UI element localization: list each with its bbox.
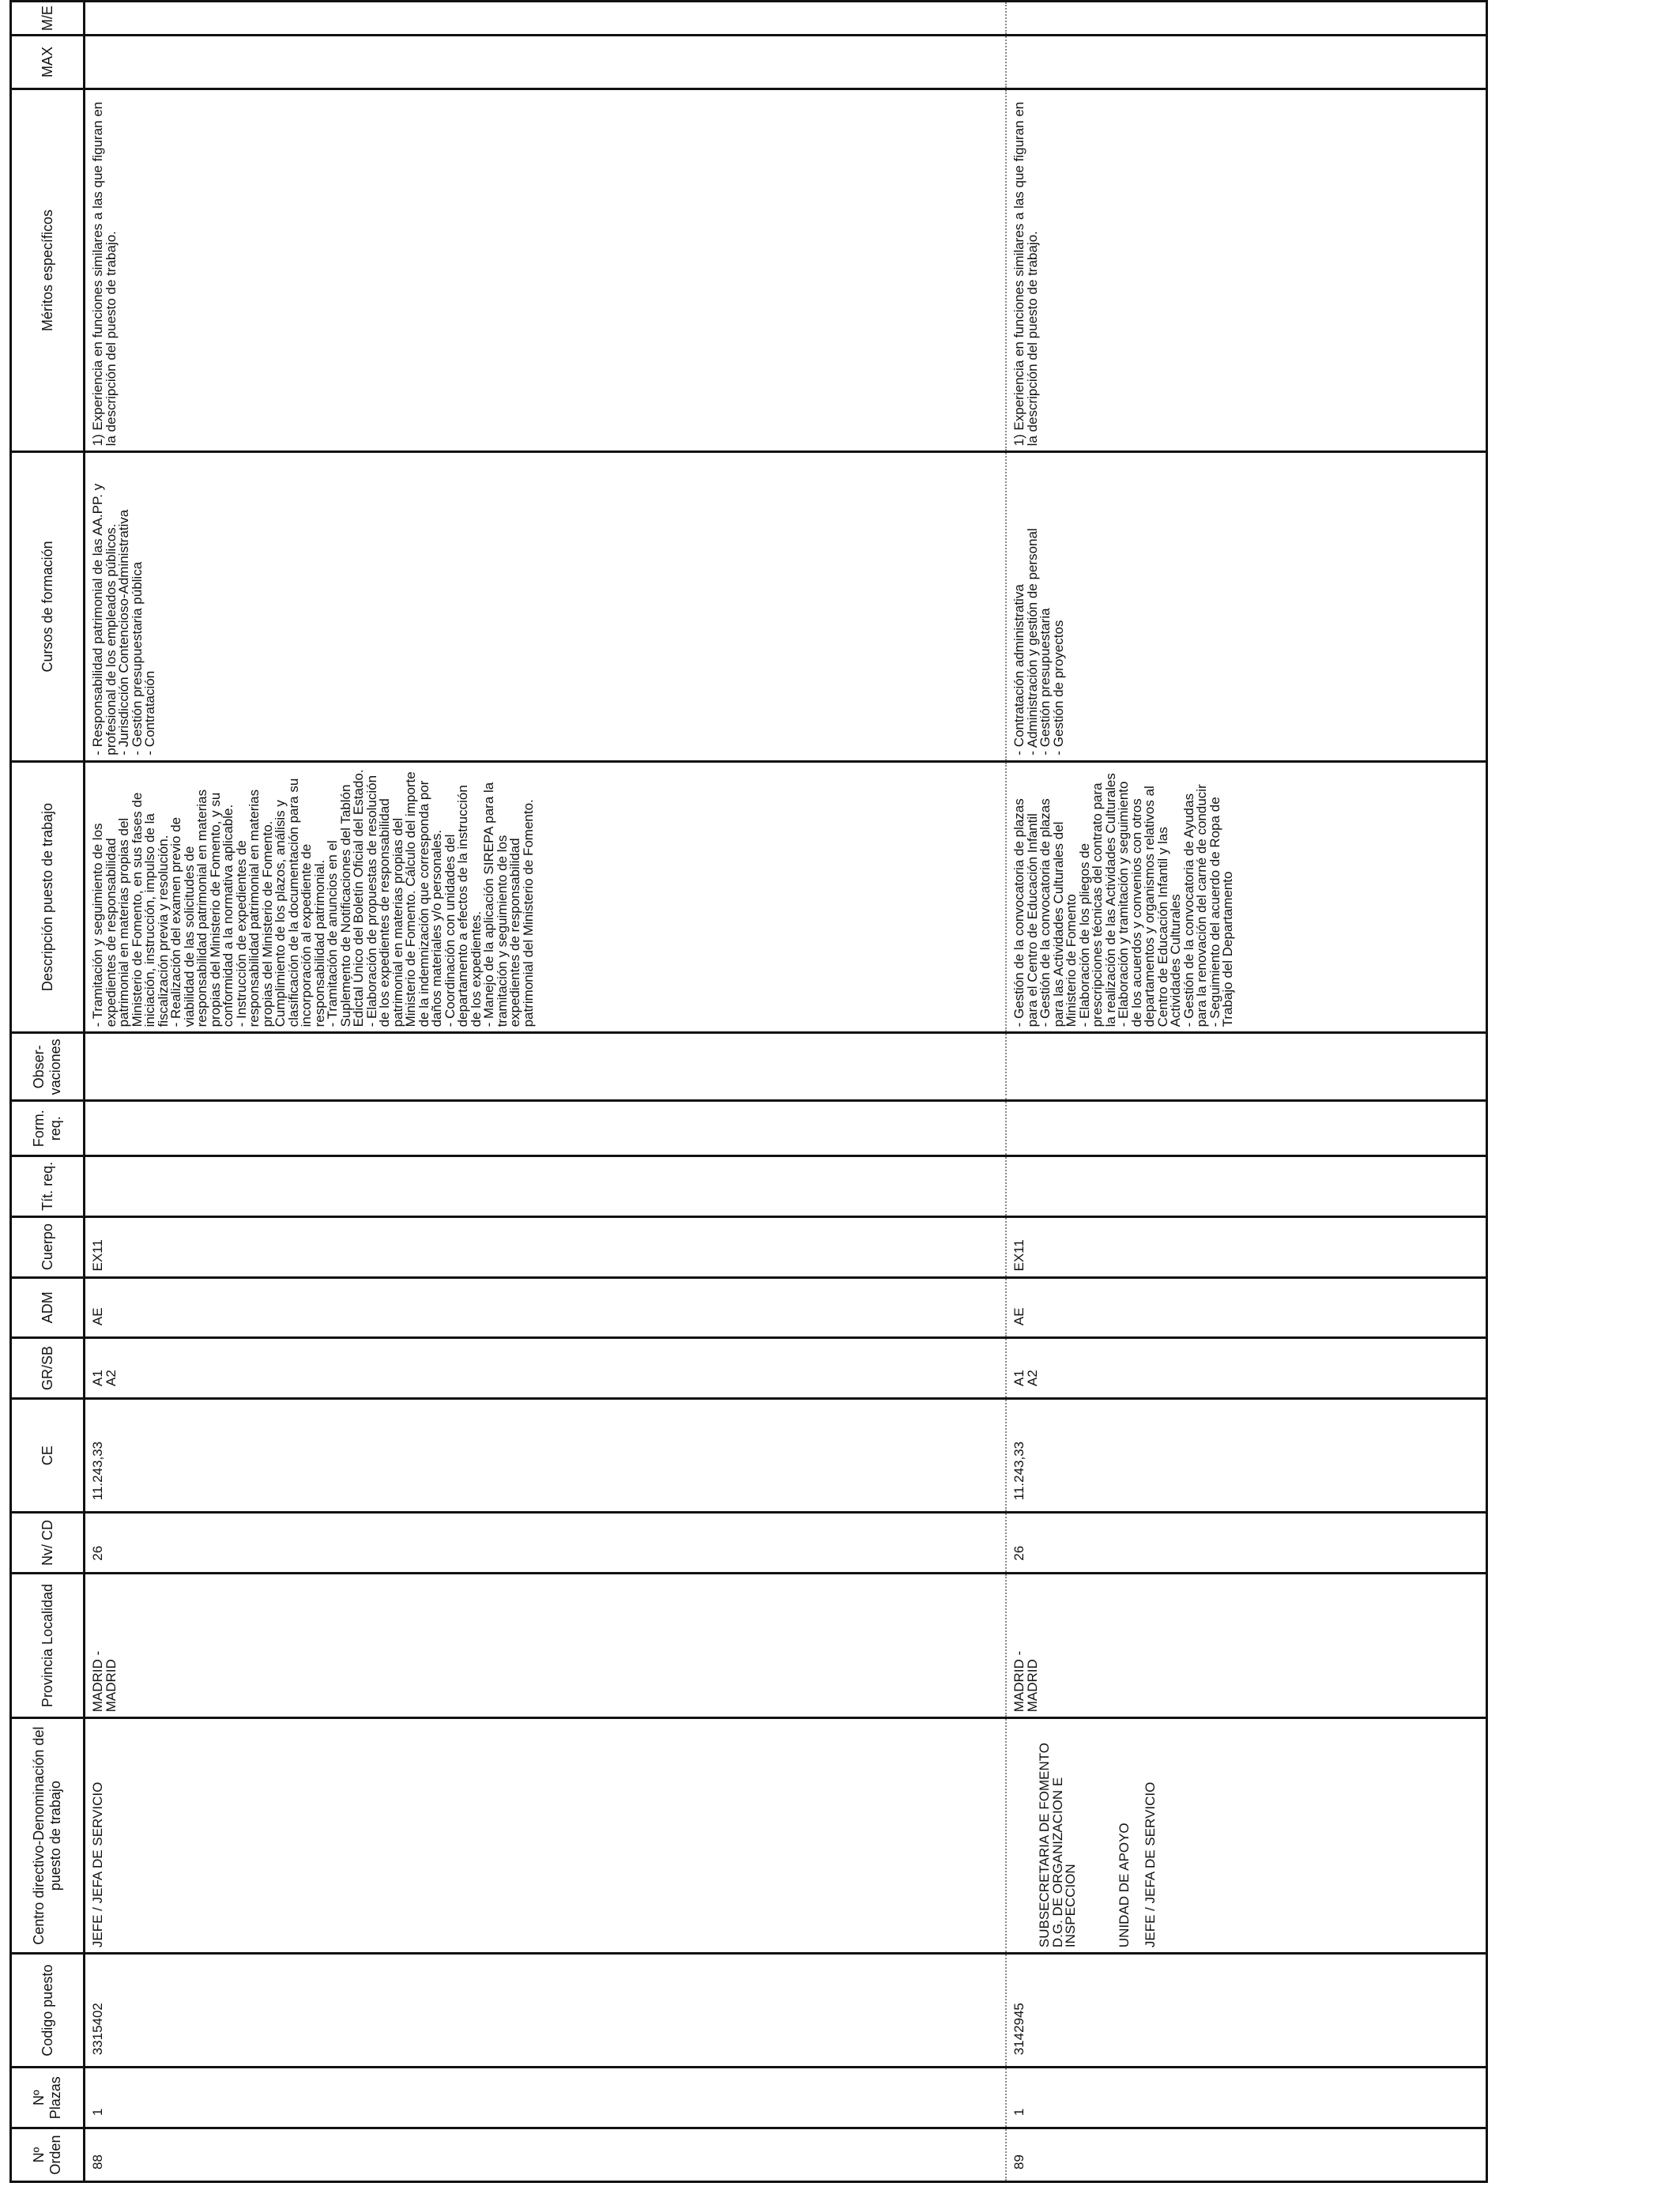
cell-cuerpo: EX11 (1006, 1216, 1487, 1277)
centro-block (1020, 1719, 1170, 1952)
cell-grupo: A1 A2 (1006, 1338, 1487, 1399)
cell-meritos: 1) Experiencia en funciones similares a las que figuran en la descripción del puesto de trabajo. (85, 89, 1007, 452)
cell-plazas: 1 (1006, 2068, 1487, 2128)
col-header-formacion: Form. req. (11, 1101, 85, 1156)
col-header-provincia: Provincia Localidad (11, 1573, 85, 1718)
cell-codigo: 3315402 (85, 1954, 1007, 2068)
header-row (11, 2, 85, 2182)
cell-plazas: 1 (85, 2068, 1007, 2128)
col-header-descripcion: Descripción puesto de trabajo (11, 761, 85, 1033)
job-positions-table (9, 0, 1488, 2183)
cell-centro: JEFE / JEFA DE SERVICIO (85, 1718, 1007, 1954)
cell-ce: 11.243,33 (85, 1398, 1007, 1512)
col-header-adm: ADM (11, 1277, 85, 1338)
cell-observaciones (1006, 1033, 1487, 1101)
cell-formacion (85, 1101, 1007, 1156)
col-header-meritos: Méritos específicos (11, 89, 85, 452)
col-header-centro: Centro directivo-Denominación del puesto de trabajo (11, 1718, 85, 1954)
col-header-observaciones: Obser- vaciones (11, 1033, 85, 1101)
col-header-plazas: Nº Plazas (11, 2068, 85, 2128)
cell-me (1006, 2, 1487, 36)
col-header-orden: Nº Orden (11, 2128, 85, 2182)
cell-adm: AE (1006, 1277, 1487, 1338)
centro-unidad: UNIDAD DE APOYO (1116, 1823, 1132, 1948)
centro-directivo: SUBSECRETARIA DE FOMENTO D.G. DE ORGANIZACION E INSPECCION (1037, 1742, 1078, 1948)
col-header-max: MAX (11, 36, 85, 89)
col-header-cursos: Cursos de formación (11, 452, 85, 761)
cell-nivel: 26 (85, 1513, 1007, 1574)
cell-titulacion (85, 1156, 1007, 1216)
table-row (1006, 2, 1487, 2182)
col-header-grupo: GR/SB (11, 1338, 85, 1399)
col-header-me: M/E (11, 2, 85, 36)
cell-descripcion: - Tramitación y seguimiento de los expedientes de responsabilidad patrimonial en materias propias del Ministerio de Fomento, en sus fases de iniciación, instrucción, impulso de la fiscalización previa y resolución. - Realización del examen previo de viabilidad de las solicitudes de responsabilidad patrimonial en materias propias del Ministerio de Fomento, y su conformidad a la normativa aplicable. - Instrucción de expedientes de responsabilidad patrimonial en materias propias del Ministerio de Fomento. Cumplimiento de los plazos, análisis y clasificación de la documentación para su incorporación al expediente de responsabilidad patrimonial. - Tramitación de anuncios en el Suplemento de Notificaciones del Tablón Edictal Único del Boletín Oficial del Estado. - Elaboración de propuestas de resolución de los expedientes de responsabilidad patrimonial en materias propias del Ministerio de Fomento. Cálculo del importe de la indemnización que corresponda por daños materiales y/o personales. - Coordinación con unidades del departamento a efectos de la instrucción de los expedientes. - Manejo de la aplicación SIREPA para la tramitación y seguimiento de los expedientes de responsabilidad patrimonial del Ministerio de Fomento. (85, 761, 1007, 1033)
cell-observaciones (85, 1033, 1007, 1101)
cell-descripcion: - Gestión de la convocatoria de plazas para el Centro de Educación Infantil - Gestión de la convocatoria de plazas para las Actividades Culturales del Ministerio de Fomento - Elaboración de los pliegos de prescripciones técnicas del contrato para la realización de las Actividades Culturales - Elaboración y tramitación y seguimiento de los acuerdos y convenios con otros departamentos y organismos relativos al Centro de Educación Infantil y las Actividades Culturales - Gestión de la convocatoria de Ayudas para la renovación del carné de conducir - Seguimiento del acuerdo de Ropa de Trabajo del Departamento (1006, 761, 1487, 1033)
cell-provincia: MADRID - MADRID (85, 1573, 1007, 1718)
cell-orden: 88 (85, 2128, 1007, 2182)
centro-puesto: JEFE / JEFA DE SERVICIO (1142, 1781, 1158, 1948)
col-header-titulacion: Tít. req. (11, 1156, 85, 1216)
cell-me (85, 2, 1007, 36)
cell-ce: 11.243,33 (1006, 1398, 1487, 1512)
col-header-codigo: Codigo puesto (11, 1954, 85, 2068)
cell-max (1006, 36, 1487, 89)
cell-adm: AE (85, 1277, 1007, 1338)
cell-formacion (1006, 1101, 1487, 1156)
cell-cursos: - Responsabilidad patrimonial de las AA.PP. y profesional de los empleados públicos. - Jurisdicción Contencioso-Administrativa - Gestión presupuestaria pública - Contratación (85, 452, 1007, 761)
cell-cursos: - Contratación administrativa - Administración y gestión de personal - Gestión presupuestaria - Gestión de proyectos (1006, 452, 1487, 761)
col-header-cuerpo: Cuerpo (11, 1216, 85, 1277)
cell-max (85, 36, 1007, 89)
cell-cuerpo: EX11 (85, 1216, 1007, 1277)
cell-codigo: 3142945 (1006, 1954, 1487, 2068)
cell-provincia: MADRID - MADRID (1006, 1573, 1487, 1718)
cell-grupo: A1 A2 (85, 1338, 1007, 1399)
cell-meritos: 1) Experiencia en funciones similares a las que figuran en la descripción del puesto de trabajo. (1006, 89, 1487, 452)
col-header-ce: CE (11, 1398, 85, 1512)
table-row (85, 2, 1007, 2182)
cell-centro (1006, 1718, 1487, 1954)
cell-titulacion (1006, 1156, 1487, 1216)
cell-nivel: 26 (1006, 1513, 1487, 1574)
col-header-nivel: Nv/ CD (11, 1513, 85, 1574)
cell-orden: 89 (1006, 2128, 1487, 2182)
